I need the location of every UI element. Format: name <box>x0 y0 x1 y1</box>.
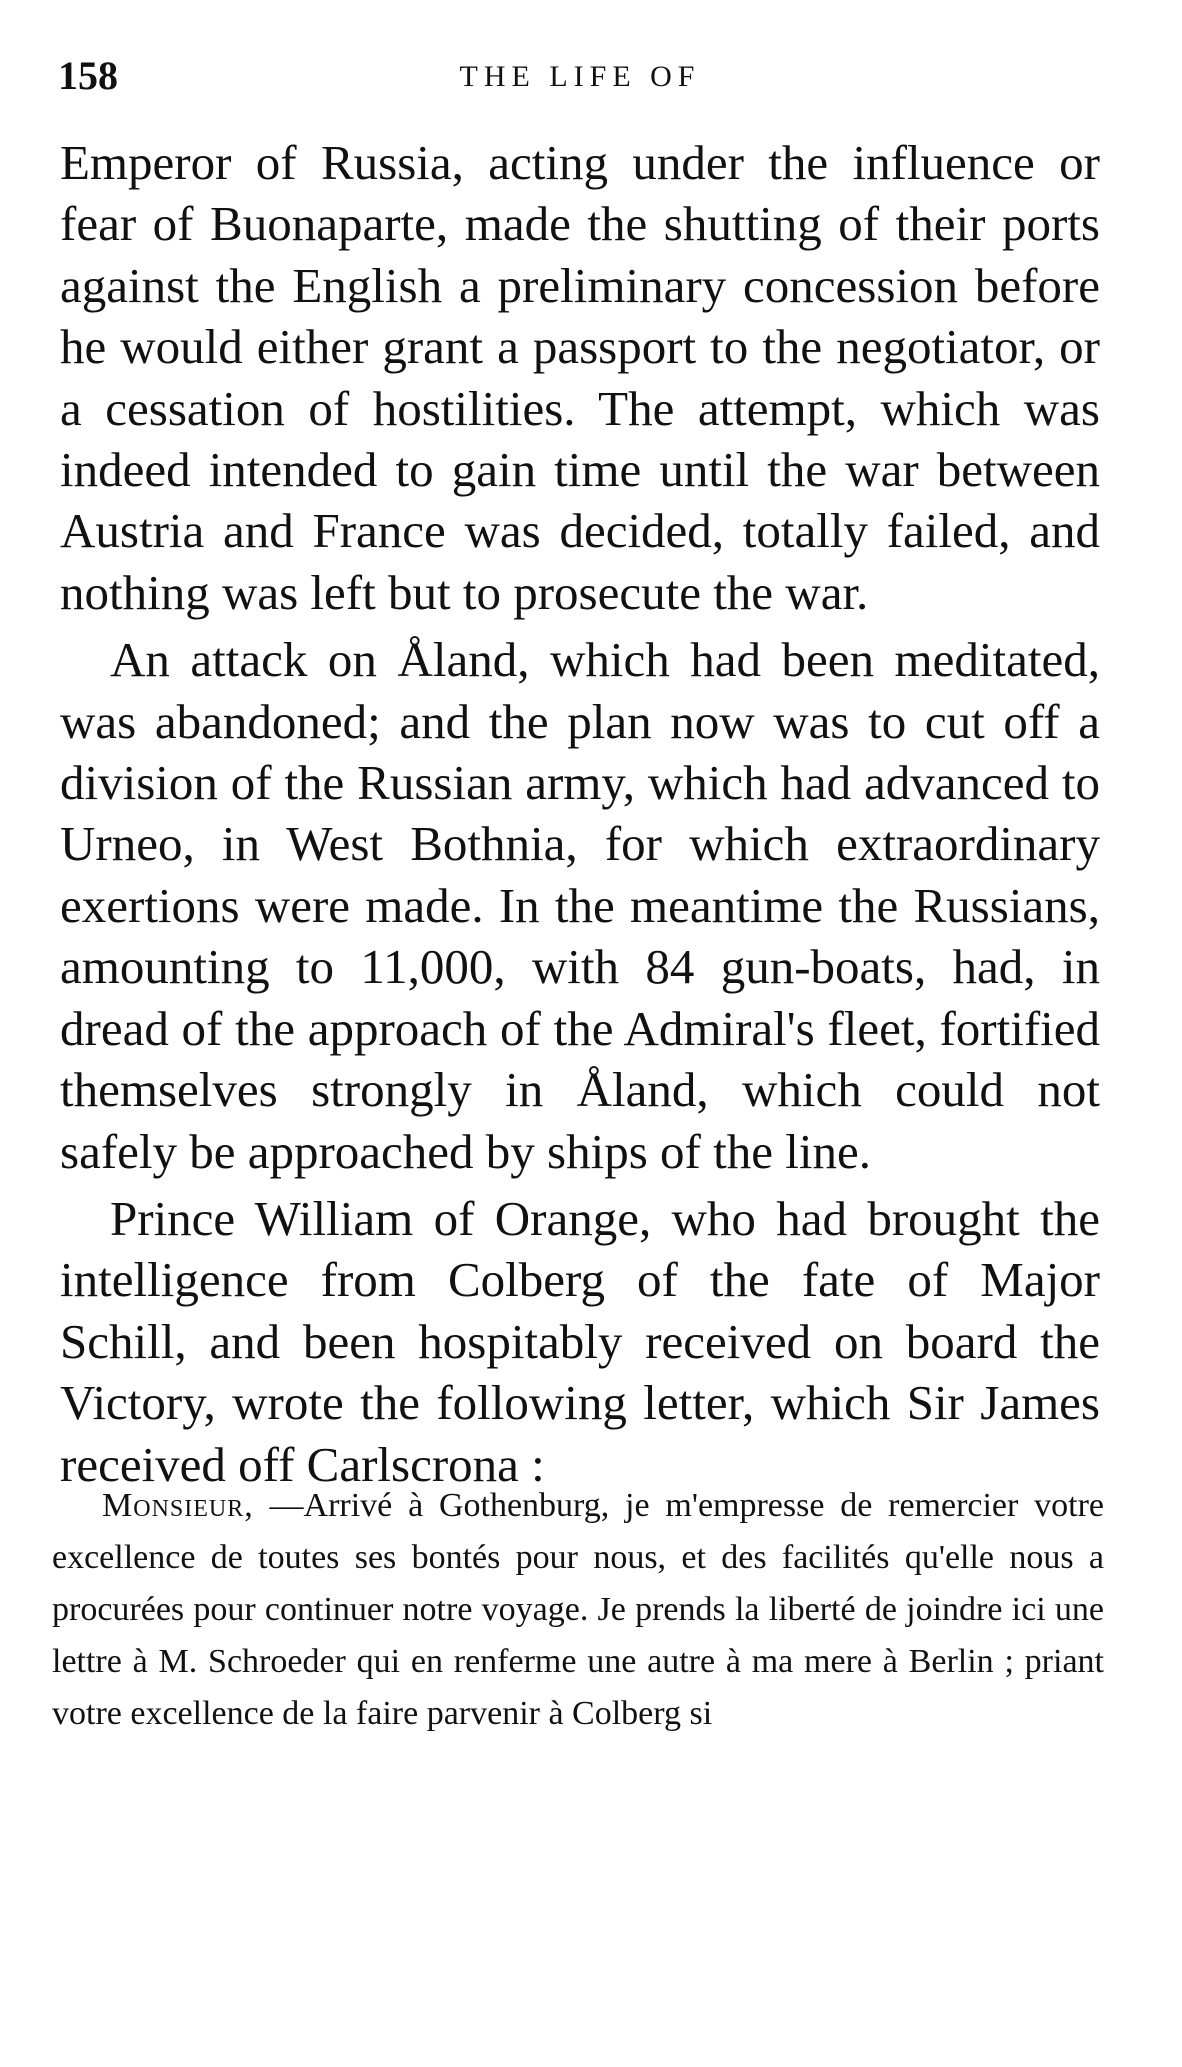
running-head: THE LIFE OF <box>459 60 701 93</box>
paragraph-prince-william: Prince William of Orange, who had brought the intelligence from Colberg of the fate of Major Schill, and been hospitably received on board the Victory, wrote the following letter, which Sir James received off Carlscrona : <box>60 1190 1100 1492</box>
paragraph-aland-attack: An attack on Åland, which had been meditated, was abandoned; and the plan now was to cut off a division of the Russian army, which had advanced to Urneo, in West Bothnia, for which extraordinary exertions were made. In the meantime the Russians, amounting to 11,000, with 84 gun-boats, had, in dread of the approach of the Admiral's fleet, fortified themselves strongly in Åland, which could not safely be approached by ships of the line. <box>60 632 1100 1179</box>
paragraph-continuation: Emperor of Russia, acting under the influence or fear of Buonaparte, made the shutting of their ports against the English a preliminary concession before he would either grant a passport to the negotiator, or a cessation of hostilities. The attempt, which was indeed intended to gain time until the war between Austria and France was decided, totally failed, and nothing was left but to prosecute the war. <box>60 135 1100 620</box>
letter-block <box>52 1480 1104 1740</box>
page-number: 158 <box>58 53 118 98</box>
body-text <box>60 132 1100 1501</box>
letter-text: —Arrivé à Gothenburg, je m'empresse de remercier votre excellence de toutes ses bontés pour nous, et des facilités qu'elle nous a procurées pour continuer notre voyage. Je prends la liberté de joindre ici une lettre à M. Schroeder qui en renferme une autre à ma mere à Berlin ; priant votre excellence de la faire parvenir à Colberg si <box>52 1487 1104 1732</box>
letter-paragraph <box>52 1480 1104 1740</box>
page-header <box>58 52 1102 112</box>
letter-salutation: Monsieur, <box>102 1487 254 1524</box>
